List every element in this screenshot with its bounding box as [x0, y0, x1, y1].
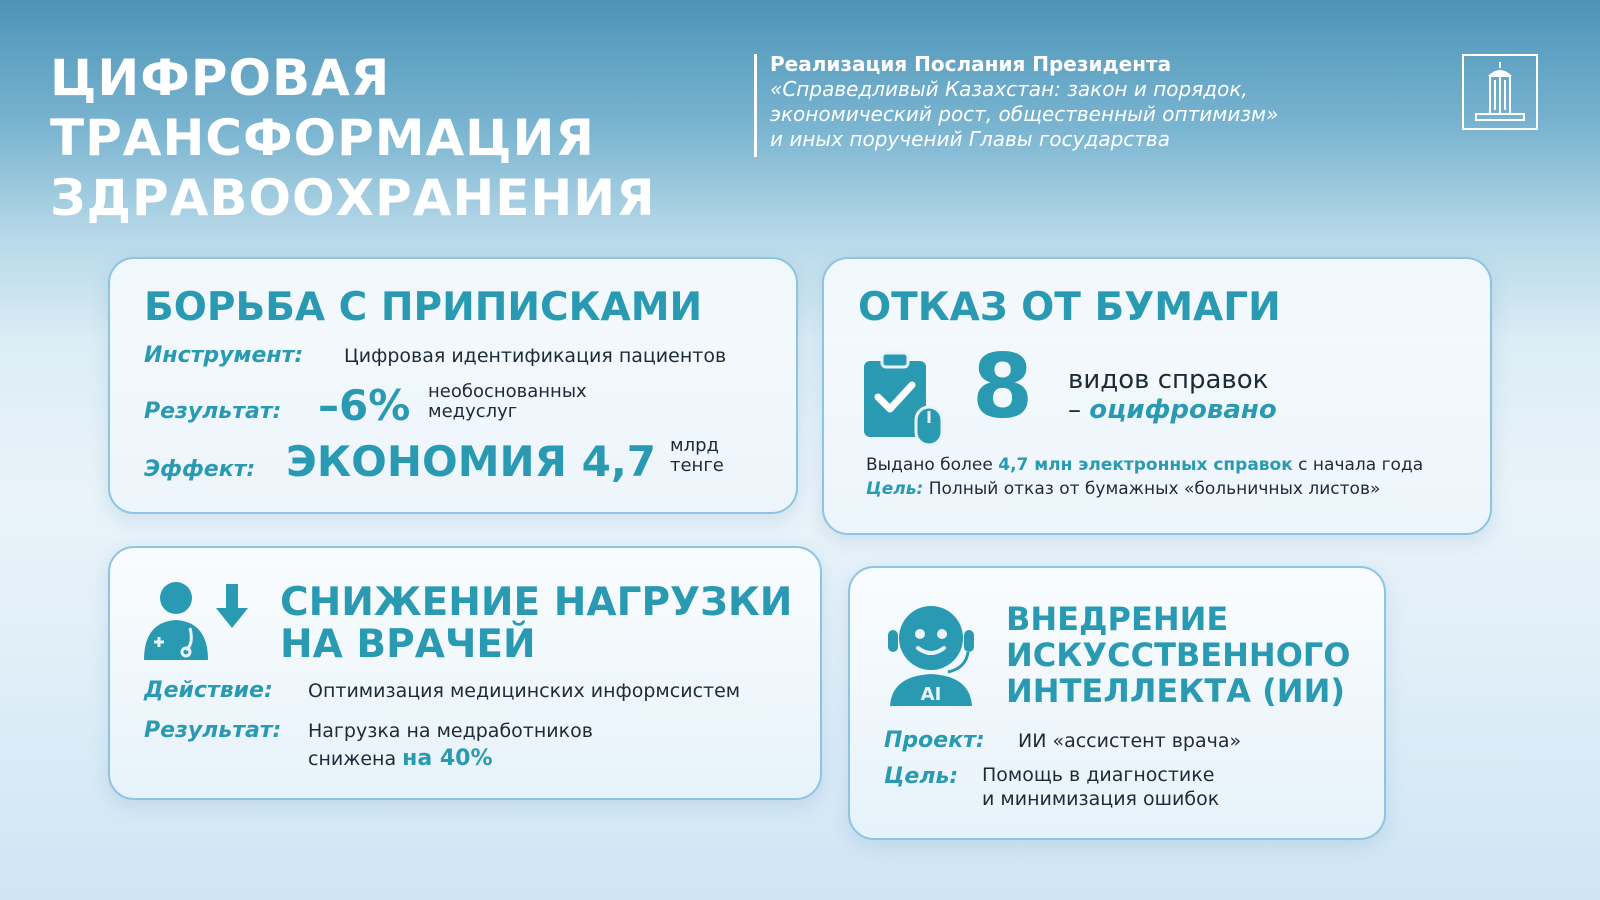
result-highlight: на 40% [402, 746, 493, 771]
card-fraud-fight [108, 257, 798, 514]
action-label: Действие: [144, 678, 273, 703]
goal-label: Цель: [884, 764, 959, 789]
card-title-line-1: СНИЖЕНИЕ НАГРУЗКИ [280, 580, 793, 625]
header-divider [754, 54, 757, 157]
goal-line-2: и минимизация ошибок [982, 788, 1220, 810]
result-line-2 [308, 746, 493, 771]
result-label: Результат: [144, 718, 282, 743]
project-label: Проект: [884, 728, 985, 753]
card-title-line-2: ИСКУССТВЕННОГО [1006, 636, 1351, 674]
tool-label: Инструмент: [144, 343, 304, 368]
ai-icon-label: AI [920, 684, 942, 705]
result-label: Результат: [144, 399, 282, 424]
doctor-down-arrow-icon [140, 578, 250, 666]
effect-unit-2: тенге [670, 455, 724, 476]
card-doctor-load [108, 546, 822, 800]
paper-caption-2 [1068, 395, 1277, 425]
card-title-line-1: ВНЕДРЕНИЕ [1006, 600, 1229, 638]
card-paperless [822, 257, 1492, 535]
effect-unit-1: млрд [670, 435, 719, 456]
action-value: Оптимизация медицинских информсистем [308, 680, 741, 702]
result-note-1: необоснованных [428, 381, 587, 402]
card-title-line-2: НА ВРАЧЕЙ [280, 622, 536, 667]
ai-assistant-icon [886, 602, 976, 712]
card-title: ОТКАЗ ОТ БУМАГИ [858, 285, 1281, 330]
project-value: ИИ «ассистент врача» [1018, 730, 1242, 752]
intro-block [770, 52, 1278, 152]
result-prefix: снижена [308, 748, 403, 770]
tool-value: Цифровая идентификация пациентов [344, 345, 727, 367]
issued-prefix: Выдано более [866, 455, 999, 475]
issued-suffix: с начала года [1292, 455, 1424, 475]
intro-line-2: экономический рост, общественный оптимизм» [770, 102, 1279, 126]
paper-big-number: 8 [972, 335, 1034, 438]
akorda-building-icon [1462, 54, 1538, 130]
title-line-3: ЗДРАВООХРАНЕНИЯ [50, 169, 656, 227]
intro-line-1: «Справедливый Казахстан: закон и порядок, [770, 77, 1248, 101]
issued-highlight: 4,7 млн электронных справок [998, 455, 1293, 475]
caption-dash: – [1068, 395, 1090, 425]
goal-label: Цель: [866, 479, 924, 499]
page-title [50, 48, 656, 228]
card-title-line-3: ИНТЕЛЛЕКТА (ИИ) [1006, 672, 1345, 710]
result-number: –6% [318, 381, 411, 430]
result-line-1: Нагрузка на медработников [308, 720, 593, 742]
goal-line [866, 479, 1380, 499]
title-line-2: ТРАНСФОРМАЦИЯ [50, 109, 595, 167]
clipboard-check-mouse-icon [860, 349, 950, 453]
result-note-2: медуслуг [428, 401, 518, 422]
card-ai [848, 566, 1386, 840]
card-title: БОРЬБА С ПРИПИСКАМИ [144, 285, 703, 330]
goal-line-1: Помощь в диагностике [982, 764, 1215, 786]
paper-caption-1: видов справок [1068, 365, 1269, 395]
effect-value: ЭКОНОМИЯ 4,7 [286, 437, 657, 486]
intro-line-3: и иных поручений Главы государства [770, 127, 1170, 151]
intro-heading: Реализация Послания Президента [770, 52, 1172, 76]
goal-value: Полный отказ от бумажных «больничных листов» [923, 479, 1381, 499]
caption-highlight: оцифровано [1089, 395, 1277, 425]
issued-line [866, 455, 1423, 475]
title-line-1: ЦИФРОВАЯ [50, 49, 391, 107]
effect-label: Эффект: [144, 457, 256, 482]
